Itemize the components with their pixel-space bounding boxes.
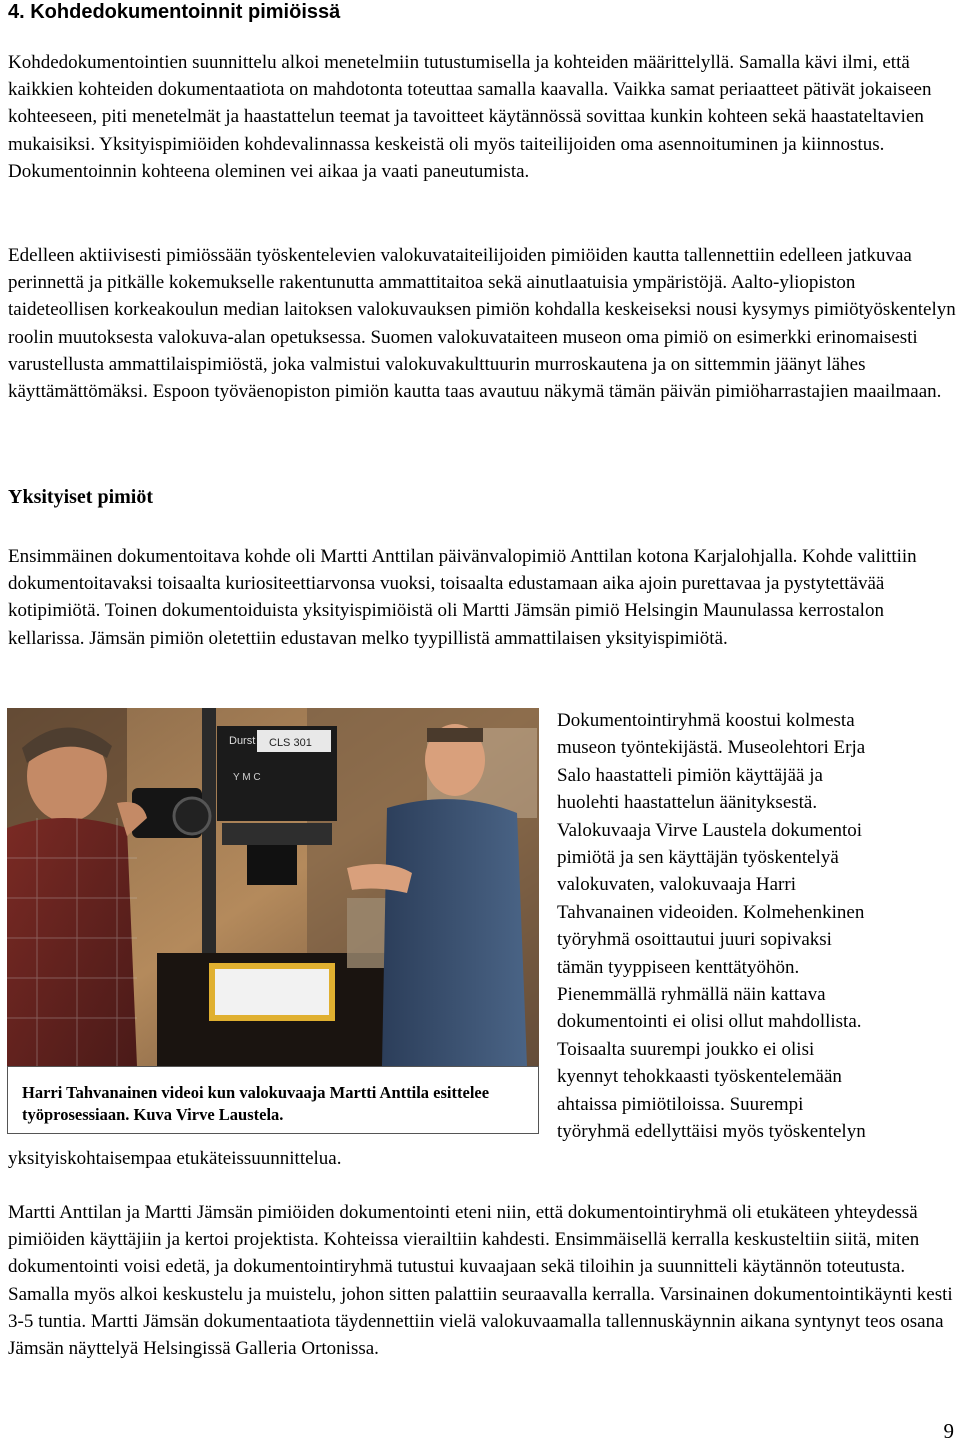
side-line: Toisaalta suurempi joukko ei olisi [557,1038,815,1060]
side-line: Salo haastatteli pimiön käyttäjää ja [557,764,823,786]
section-heading: 4. Kohdedokumentoinnit pimiöissä [8,1,341,23]
side-line: työryhmä osoittautui juuri sopivaksi [557,929,832,951]
side-line: valokuvaten, valokuvaaja Harri [557,874,796,896]
paragraph-documentation-process: Martti Anttilan ja Martti Jämsän pimiöiden dokumentointi eteni niin, että dokumentointiryhmä oli etukäteen yhteydessä pimiöiden käyttäjiin ja kertoi projektista. Kohteissa vierailtiin kahdesti. Ensimmäisellä kerralla keskusteltiin siitä, miten dokumentointi voisi edetä, ja dokumentointiryhmä tutustui kuvaajaan sekä tiloihin ja suunnitteli käytännön toteutusta. Samalla myös alkoi keskustelu ja muistelu, johon sitten palattiin seuraavalla kerralla. Varsinainen dokumentointikäynti kesti 3-5 tuntia. Martti Jämsän dokumentaatiota täydennettiin vielä valokuvaamalla tallennuskäynnin aikana syntynyt teos osana Jämsän näyttelyä Helsingissä Galleria Ortonissa. [8,1202,953,1360]
enlarger-filter-label: Y M C [233,772,261,783]
darkroom-photo-illustration [7,708,539,1066]
paragraph-artists: Edelleen aktiivisesti pimiössään työskentelevien valokuvataiteilijoiden pimiöiden kautta tallennettiin edelleen jatkuvaa perinnettä ja pitkälle kokemukselle rakentunutta ammattitaitoa sekä ainutlaatuisia ympäristöjä. Aalto-yliopiston taideteollisen korkeakoulun median laitoksen valokuvauksen pimiön kohdalla keskeiseksi nousi kysymys pimiötyöskentelyn roolin muutoksesta valokuva-alan opetuksessa. Suomen valokuvataiteen museon oma pimiö on esimerkki erinomaisesti varustellusta ammattilaispimiöstä, joka valmistui valokuvakulttuurin murroskautena ja on sittemmin jäänyt lähes käyttämättömäksi. Espoon työväenopiston pimiön kautta taas avautuu näkymä tämän päivän pimiöharrastajien maailmaan. [8,245,956,403]
paragraph-intro: Kohdedokumentointien suunnittelu alkoi menetelmiin tutustumisella ja kohteiden määrittelyllä. Samalla kävi ilmi, että kaikkien kohteiden dokumentaatiota on mahdotonta toteuttaa samalla kaavalla. Vaikka samat periaatteet pätivät jokaiseen kohteeseen, piti menetelmät ja haastattelun teemat ja tavoitteet käytännössä sovittaa kunkin kohteen sekä haastateltavien mukaisiksi. Yksityispimiöiden kohdevalinnassa keskeistä oli myös taiteilijoiden oma asennoituminen ja kiinnostus. Dokumentoinnin kohteena oleminen vei aikaa ja vaati paneutumista. [8,52,932,182]
page-number: 9 [943,1419,954,1443]
subheading-private-darkrooms: Yksityiset pimiöt [8,486,153,508]
side-line: tämän tyyppiseen kenttätyöhön. [557,956,800,978]
side-line: huolehti haastattelun äänityksestä. [557,792,818,814]
side-line: dokumentointi ei olisi ollut mahdollista. [557,1011,862,1033]
side-line: Valokuvaaja Virve Laustela dokumentoi [557,819,863,841]
side-line: pimiötä ja sen käyttäjän työskentelyä [557,847,839,869]
side-line: Dokumentointiryhmä koostui kolmesta [557,710,855,731]
paragraph-private-darkrooms: Ensimmäinen dokumentoitava kohde oli Martti Anttilan päivänvalopimiö Anttilan kotona Karjalohjalla. Kohde valittiin dokumentoitavaksi toisaalta kuriositeettiarvonsa vuoksi, toisaalta edustamaan aika ajoin purettavaa ja pystytettävää kotipimiötä. Toinen dokumentoiduista yksityispimiöistä oli Martti Jämsän pimiö Helsingin Maunulassa kerrostalon kellarissa. Jämsän pimiön oletettiin edustavan melko tyypillistä ammattilaisen yksityispimiötä. [8,546,917,649]
side-line: Pienemmällä ryhmällä näin kattava [557,984,826,1006]
darkroom-photo [7,708,539,1066]
side-line: Tahvanainen videoiden. Kolmehenkinen [557,901,865,923]
side-line: kyennyt tehokkaasti työskentelemään [557,1066,842,1088]
enlarger-model-label: CLS 301 [269,737,312,749]
enlarger-brand-label: Durst [229,735,256,747]
photo-caption: Harri Tahvanainen videoi kun valokuvaaja Martti Anttila esittelee työprosessiaan. Kuva Virve Laustela. [7,1066,539,1134]
side-text-continuation: yksityiskohtaisempaa etukäteissuunnittelua. [8,1148,342,1169]
side-line: museon työntekijästä. Museolehtori Erja [557,737,866,759]
side-column-text [557,707,957,1146]
side-line: työryhmä edellyttäisi myös työskentelyn [557,1121,866,1143]
side-line: ahtaissa pimiötiloissa. Suurempi [557,1093,804,1115]
